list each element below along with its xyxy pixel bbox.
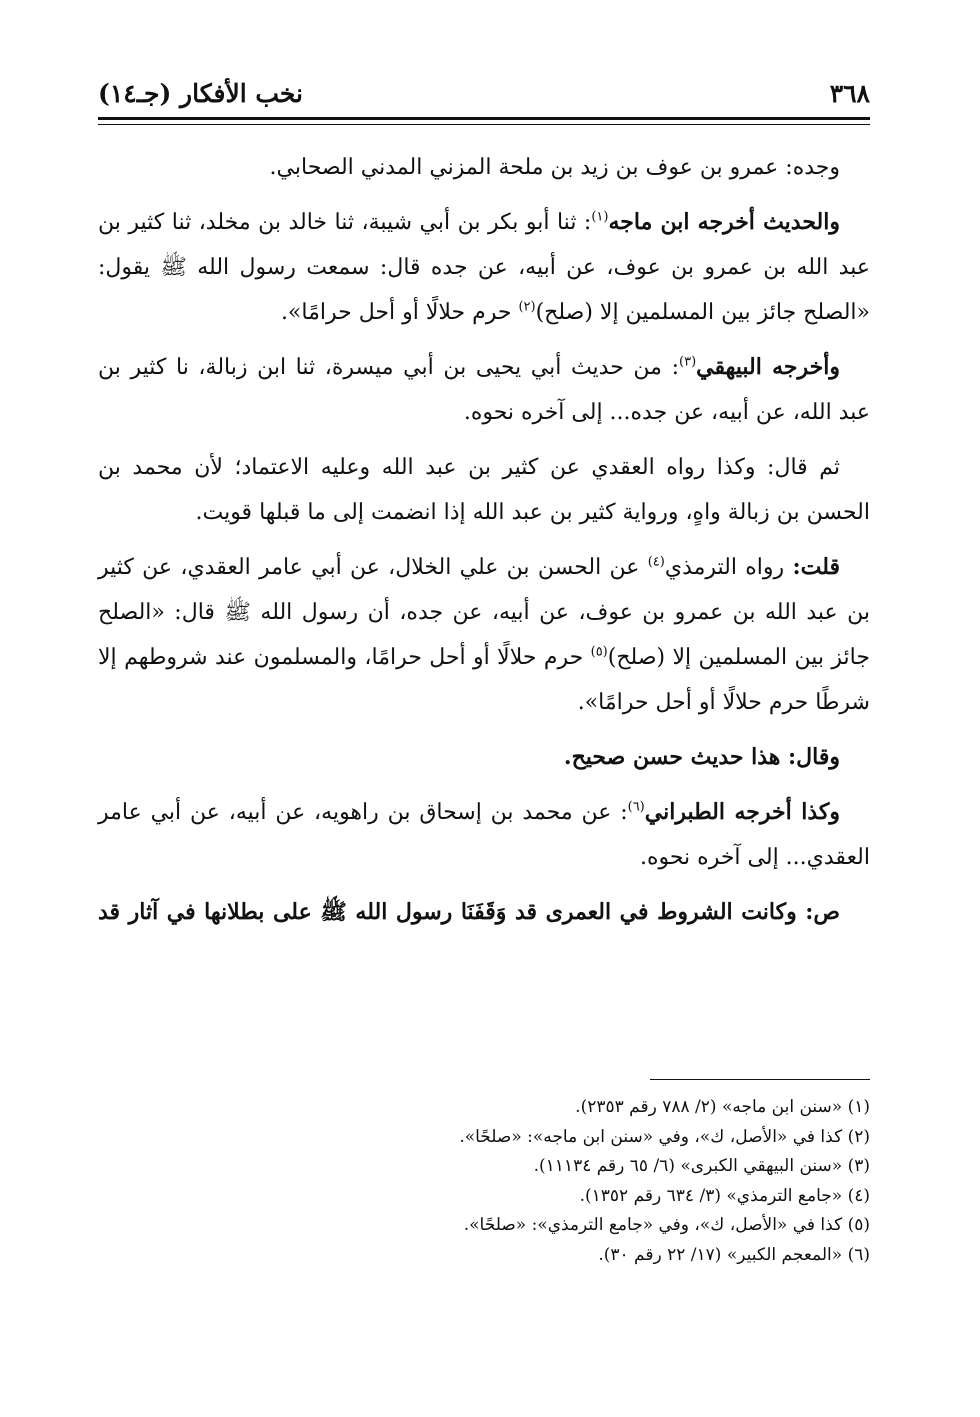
- footnote: (٤) «جامع الترمذي» (٣/ ٦٣٤ رقم ١٣٥٢).: [579, 1185, 870, 1206]
- footnote: (٢) كذا في «الأصل، ك»، وفي «سنن ابن ماجه»: «صلحًا».: [459, 1126, 870, 1147]
- footnotes: [98, 1093, 870, 1270]
- footnote-ref: (٤): [647, 554, 665, 570]
- paragraph: وكذا أخرجه الطبراني$^{(٦)}$: عن محمد بن إسحاق بن راهويه، عن أبيه، عن أبي عامر العقدي... إلى آخره نحوه.: [98, 799, 870, 870]
- paragraph: ص: وكانت الشروط في العمرى قد وَقَفَنَا رسول الله ﷺ على بطلانها في آثار قد: [98, 899, 840, 925]
- paragraph: قلت: رواه الترمذي$^{(٤)}$ عن الحسن بن علي الخلال، عن أبي عامر العقدي، عن كثير بن عبد الله بن عمرو بن عوف، عن أبيه، عن جده، أن رسول الله ﷺ قال: «الصلح جائز بين المسلمين إلا (صلح)$^{(٥)}$ حرم حلالًا أو أحل حرامًا، والمسلمون عند شروطهم إلا شرطًا حرم حلالًا أو أحل حرامًا».: [98, 554, 870, 715]
- footnote-separator: [650, 1079, 870, 1080]
- page-number: ٣٦٨: [829, 78, 870, 108]
- header-rule-thin: [98, 124, 870, 125]
- footnote: (٦) «المعجم الكبير» (١٧/ ٢٢ رقم ٣٠).: [598, 1244, 870, 1265]
- footnote-ref: (٢): [518, 299, 536, 315]
- source-lead: وأخرجه البيهقي: [696, 354, 840, 380]
- paragraph: وأخرجه البيهقي$^{(٣)}$: من حديث أبي يحيى بن أبي ميسرة، ثنا ابن زبالة، نا كثير بن عبد الله، عن أبيه، عن جده... إلى آخره نحوه.: [98, 354, 870, 425]
- paragraph: ثم قال: وكذا رواه العقدي عن كثير بن عبد الله وعليه الاعتماد؛ لأن محمد بن الحسن بن زبالة واهٍ، ورواية كثير بن عبد الله إذا انضمت إلى ما قبلها قويت.: [98, 455, 870, 525]
- header-rule-thick: [98, 117, 870, 120]
- footnote-ref: (٣): [679, 354, 697, 370]
- source-lead: وكذا أخرجه الطبراني: [644, 799, 840, 825]
- paragraph: وجده: عمرو بن عوف بن زيد بن ملحة المزني المدني الصحابي.: [269, 155, 840, 180]
- source-lead: والحديث أخرجه ابن ماجه: [608, 209, 840, 235]
- footnote: (١) «سنن ابن ماجه» (٢/ ٧٨٨ رقم ٢٣٥٣).: [575, 1097, 870, 1117]
- footnote-ref: (١): [591, 209, 609, 225]
- footnote-ref: (٥): [590, 644, 608, 660]
- source-lead: قلت:: [792, 554, 840, 580]
- footnote-ref: (٦): [627, 799, 645, 815]
- footnote: (٥) كذا في «الأصل، ك»، وفي «جامع الترمذي»: «صلحًا».: [463, 1215, 870, 1235]
- main-text: [98, 145, 870, 945]
- footnote: (٣) «سنن البيهقي الكبرى» (٦/ ٦٥ رقم ١١١٣٤).: [533, 1156, 870, 1176]
- book-title: نخب الأفكار (جـ١٤): [98, 78, 304, 108]
- paragraph: والحديث أخرجه ابن ماجه$^{(١)}$: ثنا أبو بكر بن أبي شيبة، ثنا خالد بن مخلد، ثنا كثير بن عبد الله بن عمرو بن عوف، عن أبيه، عن جده قال: سمعت رسول الله ﷺ يقول: «الصلح جائز بين المسلمين إلا (صلح)$^{(٢)}$ حرم حلالًا أو أحل حرامًا».: [98, 209, 870, 325]
- running-header: [98, 72, 870, 114]
- paragraph: وقال: هذا حديث حسن صحيح.: [563, 744, 840, 770]
